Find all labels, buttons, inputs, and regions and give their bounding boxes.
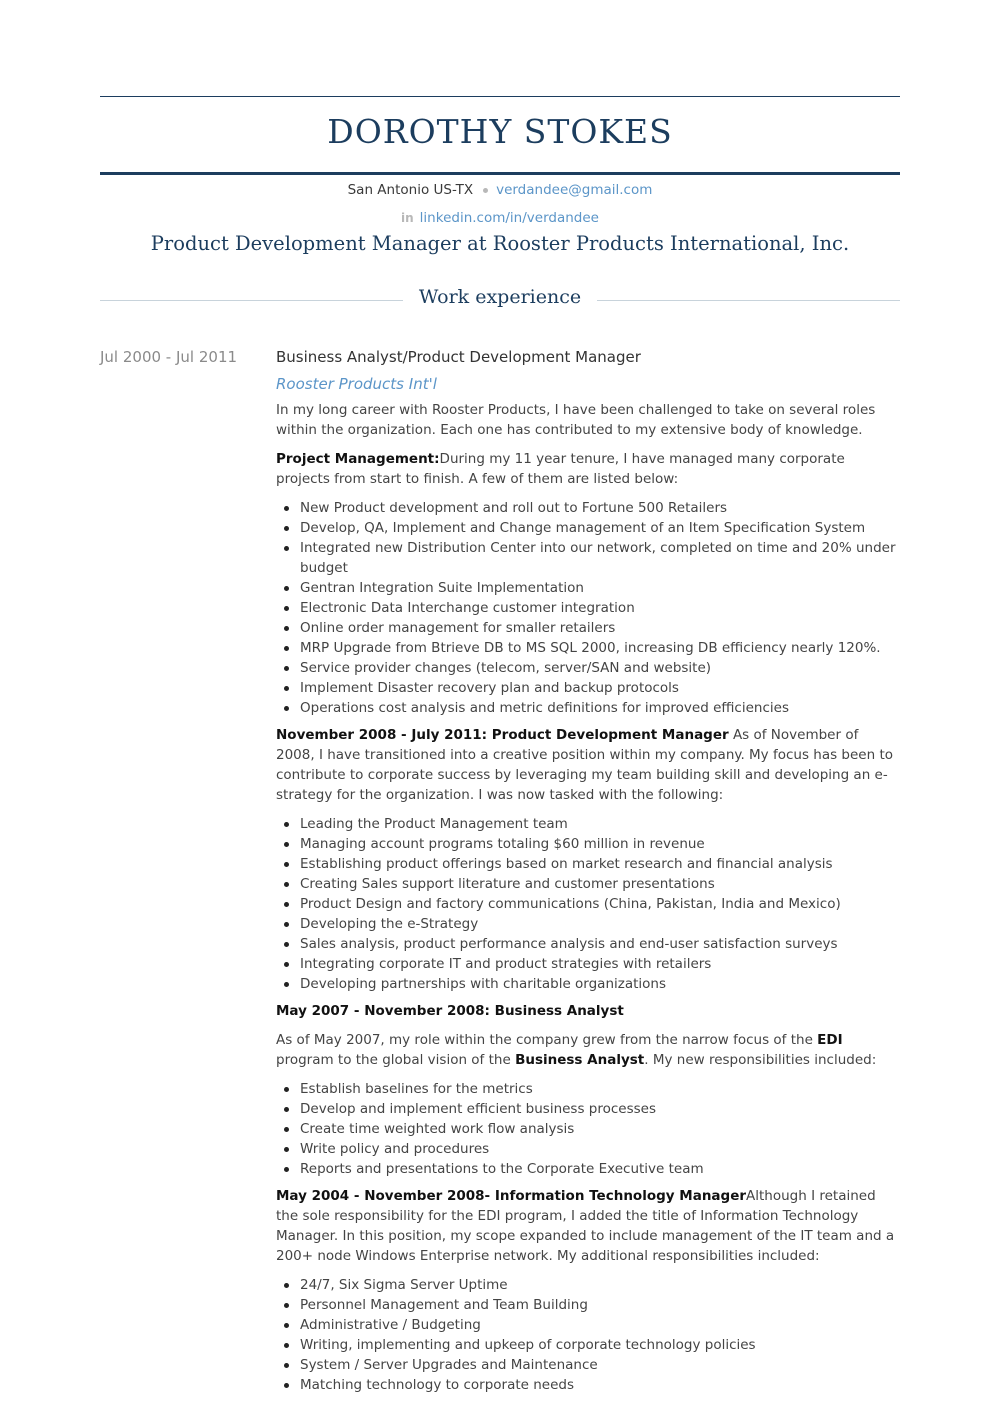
list-item: Integrating corporate IT and product strategies with retailers (276, 954, 900, 974)
list-item: 24/7, Six Sigma Server Uptime (276, 1275, 900, 1295)
list-item: Sales analysis, product performance analysis and end-user satisfaction surveys (276, 934, 900, 954)
section-rule-right (597, 300, 900, 301)
list-item: Implement Disaster recovery plan and backup protocols (276, 678, 900, 698)
location-text: San Antonio US-TX (347, 182, 474, 198)
list-item: Matching technology to corporate needs (276, 1375, 900, 1395)
pdm-list (276, 814, 900, 994)
list-item: Establishing product offerings based on market research and financial analysis (276, 854, 900, 874)
ba-text-3: . My new responsibilities included: (644, 1052, 877, 1068)
list-item: Developing the e-Strategy (276, 914, 900, 934)
list-item: Electronic Data Interchange customer integration (276, 598, 900, 618)
linkedin-link[interactable]: linkedin.com/in/verdandee (419, 210, 599, 226)
job-entry (276, 348, 900, 1402)
pdm-label: November 2008 - July 2011: Product Development Manager (276, 727, 729, 743)
list-item: Gentran Integration Suite Implementation (276, 578, 900, 598)
pdm-text: As of November of 2008, I have transitioned into a creative position within my company. My focus has been to contribute to corporate success by leveraging my team building skill and developing an e-strategy for the organization. I was now tasked with the following: (276, 727, 893, 803)
list-item: Operations cost analysis and metric definitions for improved efficiencies (276, 698, 900, 718)
ba-paragraph (276, 1030, 900, 1070)
ba-heading (276, 1001, 900, 1021)
linkedin-line (100, 210, 900, 226)
ba-text-1: As of May 2007, my role within the company grew from the narrow focus of the (276, 1032, 818, 1048)
pm-label: Project Management: (276, 451, 440, 467)
pdm-paragraph (276, 725, 900, 805)
list-item: Developing partnerships with charitable organizations (276, 974, 900, 994)
list-item: Develop and implement efficient business processes (276, 1099, 900, 1119)
list-item: New Product development and roll out to Fortune 500 Retailers (276, 498, 900, 518)
itm-label: May 2004 - November 2008- Information Technology Manager (276, 1188, 747, 1204)
job-dates: Jul 2000 - Jul 2011 (100, 348, 238, 366)
list-item: Writing, implementing and upkeep of corporate technology policies (276, 1335, 900, 1355)
ba-list (276, 1079, 900, 1179)
list-item: Creating Sales support literature and customer presentations (276, 874, 900, 894)
email-link[interactable]: verdandee@gmail.com (496, 182, 653, 198)
list-item: Online order management for smaller retailers (276, 618, 900, 638)
pm-list (276, 498, 900, 718)
list-item: Integrated new Distribution Center into our network, completed on time and 20% under budget (276, 538, 900, 578)
list-item: Develop, QA, Implement and Change management of an Item Specification System (276, 518, 900, 538)
list-item: Write policy and procedures (276, 1139, 900, 1159)
ba-bold-edi: EDI (817, 1032, 843, 1048)
list-item: Personnel Management and Team Building (276, 1295, 900, 1315)
company-name: Rooster Products Int'l (276, 375, 437, 393)
headline: Product Development Manager at Rooster Products International, Inc. (150, 232, 850, 255)
list-item: Product Design and factory communications (China, Pakistan, India and Mexico) (276, 894, 900, 914)
list-item: Service provider changes (telecom, server/SAN and website) (276, 658, 900, 678)
top-divider (100, 96, 900, 97)
project-management-paragraph (276, 449, 900, 489)
list-item: MRP Upgrade from Btrieve DB to MS SQL 2000, increasing DB efficiency nearly 120%. (276, 638, 900, 658)
contact-line (100, 182, 900, 198)
candidate-name: DOROTHY STOKES (327, 112, 673, 151)
separator-dot-icon (483, 188, 488, 193)
pm-text: During my 11 year tenure, I have managed many corporate projects from start to finish. A few of them are listed below: (276, 451, 845, 487)
ba-label: May 2007 - November 2008: Business Analyst (276, 1003, 624, 1019)
itm-text: Although I retained the sole responsibility for the EDI program, I added the title of Information Technology Manager. In this position, my scope expanded to include management of the IT team and a 200+ node Windows Enterprise network. My additional responsibilities included: (276, 1188, 895, 1264)
name-underline (100, 172, 900, 175)
list-item: Managing account programs totaling $60 million in revenue (276, 834, 900, 854)
ba-text-2: program to the global vision of the (276, 1052, 516, 1068)
list-item: Leading the Product Management team (276, 814, 900, 834)
linkedin-icon: in (401, 211, 414, 225)
list-item: System / Server Upgrades and Maintenance (276, 1355, 900, 1375)
ba-bold-business-analyst: Business Analyst (515, 1052, 645, 1068)
itm-list (276, 1275, 900, 1395)
list-item: Administrative / Budgeting (276, 1315, 900, 1335)
list-item: Reports and presentations to the Corporate Executive team (276, 1159, 900, 1179)
work-experience-header (100, 286, 900, 312)
list-item: Create time weighted work flow analysis (276, 1119, 900, 1139)
section-title: Work experience (418, 286, 582, 308)
job-intro: In my long career with Rooster Products, I have been challenged to take on several roles within the organization. Each one has contributed to my extensive body of knowledge. (276, 402, 876, 438)
job-title: Business Analyst/Product Development Manager (276, 348, 641, 366)
list-item: Establish baselines for the metrics (276, 1079, 900, 1099)
itm-paragraph (276, 1186, 900, 1266)
